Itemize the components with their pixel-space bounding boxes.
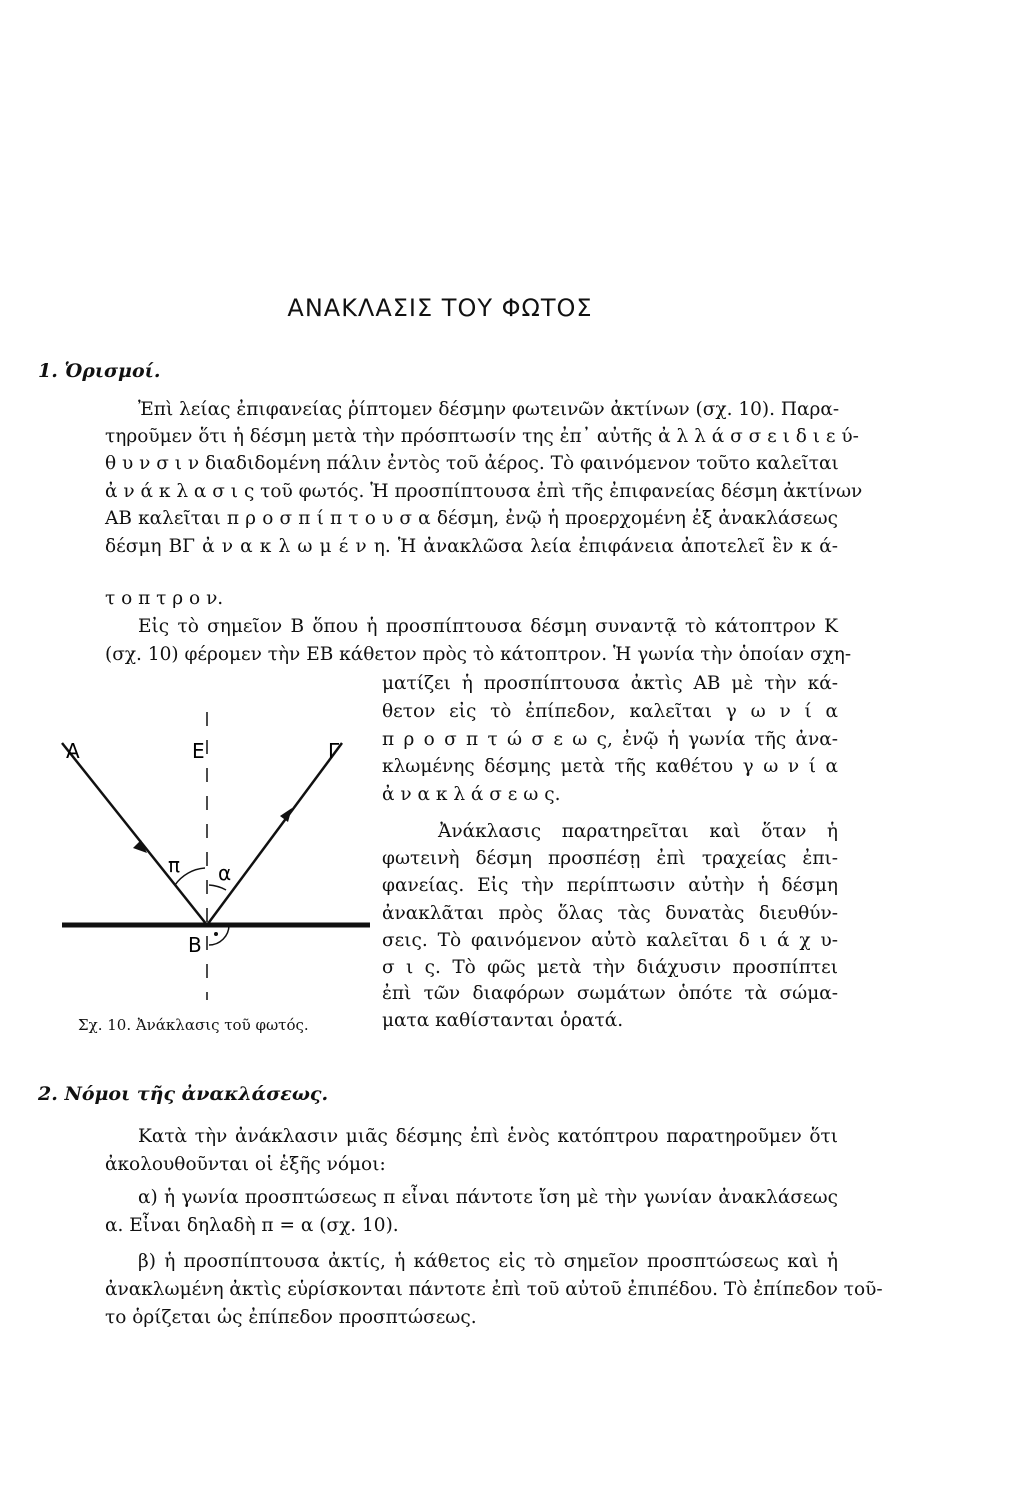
text-line: ἀνακλωμένη ἀκτὶς εὑρίσκονται πάντοτε ἐπὶ τοῦ αὐτοῦ ἐπιπέδου. Τὸ ἐπίπεδον τοῦ- bbox=[105, 1279, 883, 1300]
right-angle-arc bbox=[209, 925, 229, 945]
text-line: β) ἡ προσπίπτουσα ἀκτίς, ἡ κάθετος εἰς τὸ σημεῖον προσπτώσεως καὶ ἡ bbox=[138, 1251, 838, 1272]
text-line: π ρ ο σ π τ ώ σ ε ω ς, ἐνῷ ἡ γωνία τῆς ἀνα- bbox=[382, 729, 838, 750]
text-line: θετον εἰς τὸ ἐπίπεδον, καλεῖται γ ω ν ί α bbox=[382, 701, 838, 722]
section-heading-definitions: 1. Ὁρισμοί. bbox=[38, 360, 161, 382]
text-line: δέσμη ΒΓ ἀ ν α κ λ ω μ έ ν η. Ἡ ἀνακλῶσα λεία ἐπιφάνεια ἀποτελεῖ ἓν κ ά- bbox=[105, 536, 838, 557]
text-line: α) ἡ γωνία προσπτώσεως π εἶναι πάντοτε ἴση μὲ τὴν γωνίαν ἀνακλάσεως bbox=[138, 1187, 838, 1208]
reflection-angle-arc bbox=[209, 885, 226, 890]
section-heading-laws: 2. Νόμοι τῆς ἀνακλάσεως. bbox=[38, 1083, 329, 1105]
label-pi: π bbox=[168, 853, 181, 877]
reflection-diagram bbox=[0, 0, 380, 1040]
text-line: Εἰς τὸ σημεῖον Β ὅπου ἡ προσπίπτουσα δέσμη συναντᾷ τὸ κάτοπτρον Κ bbox=[138, 616, 838, 637]
label-alpha: α bbox=[218, 861, 232, 885]
text-line: Κατὰ τὴν ἀνάκλασιν μιᾶς δέσμης ἐπὶ ἑνὸς κατόπτρου παρατηροῦμεν ὅτι bbox=[138, 1126, 838, 1147]
text-line: ἀ ν ά κ λ α σ ι ς τοῦ φωτός. Ἡ προσπίπτουσα ἐπὶ τῆς ἐπιφανείας δέσμη ἀκτίνων bbox=[105, 481, 863, 502]
text-line: Ἐπὶ λείας ἐπιφανείας ῥίπτομεν δέσμην φωτεινῶν ἀκτίνων (σχ. 10). Παρα- bbox=[138, 399, 840, 420]
text-line: ἐπὶ τῶν διαφόρων σωμάτων ὁπότε τὰ σώμα- bbox=[382, 983, 838, 1004]
text-line: σ ι ς. Τὸ φῶς μετὰ τὴν διάχυσιν προσπίπτει bbox=[382, 957, 838, 978]
label-E: Ε bbox=[192, 739, 205, 763]
label-A: Α bbox=[66, 739, 80, 763]
text-line: ἀ ν α κ λ ά σ ε ω ς. bbox=[382, 784, 561, 805]
label-G: Γ bbox=[328, 739, 340, 763]
reflected-arrow-icon bbox=[280, 808, 292, 822]
text-line: φωτεινὴ δέσμη προσπέσῃ ἐπὶ τραχείας ἐπι- bbox=[382, 848, 838, 869]
text-line: ἀκολουθοῦνται οἱ ἑξῆς νόμοι: bbox=[105, 1154, 386, 1175]
reflected-ray bbox=[207, 743, 342, 925]
text-line: σεις. Τὸ φαινόμενον αὐτὸ καλεῖται δ ι ά χ υ- bbox=[382, 930, 838, 951]
text-line: θ υ ν σ ι ν διαδιδομένη πάλιν ἐντὸς τοῦ ἀέρος. Τὸ φαινόμενον τοῦτο καλεῖται bbox=[105, 453, 839, 474]
figure-caption: Σχ. 10. Ἀνάκλασις τοῦ φωτός. bbox=[78, 1016, 309, 1034]
text-line: ΑΒ καλεῖται π ρ ο σ π ί π τ ο υ σ α δέσμη, ἐνῷ ἡ προερχομένη ἐξ ἀνακλάσεως bbox=[105, 508, 838, 529]
text-line: ἀνακλᾶται πρὸς ὅλας τὰς δυνατὰς διευθύν- bbox=[382, 903, 838, 924]
text-line: φανείας. Εἰς τὴν περίπτωσιν αὐτὴν ἡ δέσμη bbox=[382, 875, 838, 896]
text-line: Ἀνάκλασις παρατηρεῖται καὶ ὅταν ἡ bbox=[438, 821, 838, 842]
label-B: Β bbox=[188, 933, 202, 957]
text-line: τηροῦμεν ὅτι ἡ δέσμη μετὰ τὴν πρόσπτωσίν της ἐπ᾿ αὐτῆς ἀ λ λ ά σ σ ε ι δ ι ε ύ- bbox=[105, 426, 859, 447]
incident-ray bbox=[62, 743, 207, 925]
text-line: τ ο π τ ρ ο ν. bbox=[105, 588, 224, 609]
chapter-title: ΑΝΑΚΛΑΣΙΣ ΤΟΥ ΦΩΤΟΣ bbox=[287, 294, 593, 322]
text-line: α. Εἶναι δηλαδὴ π = α (σχ. 10). bbox=[105, 1215, 399, 1236]
text-line: (σχ. 10) φέρομεν τὴν ΕΒ κάθετον πρὸς τὸ κάτοπτρον. Ἡ γωνία τὴν ὁποίαν σχη- bbox=[105, 644, 852, 665]
text-line: το ὁρίζεται ὡς ἐπίπεδον προσπτώσεως. bbox=[105, 1307, 477, 1328]
text-line: ματίζει ἡ προσπίπτουσα ἀκτὶς ΑΒ μὲ τὴν κά- bbox=[382, 673, 838, 694]
text-line: κλωμένης δέσμης μετὰ τῆς καθέτου γ ω ν ί α bbox=[382, 756, 838, 777]
text-line: ματα καθίστανται ὁρατά. bbox=[382, 1010, 624, 1031]
right-angle-dot bbox=[214, 932, 218, 936]
